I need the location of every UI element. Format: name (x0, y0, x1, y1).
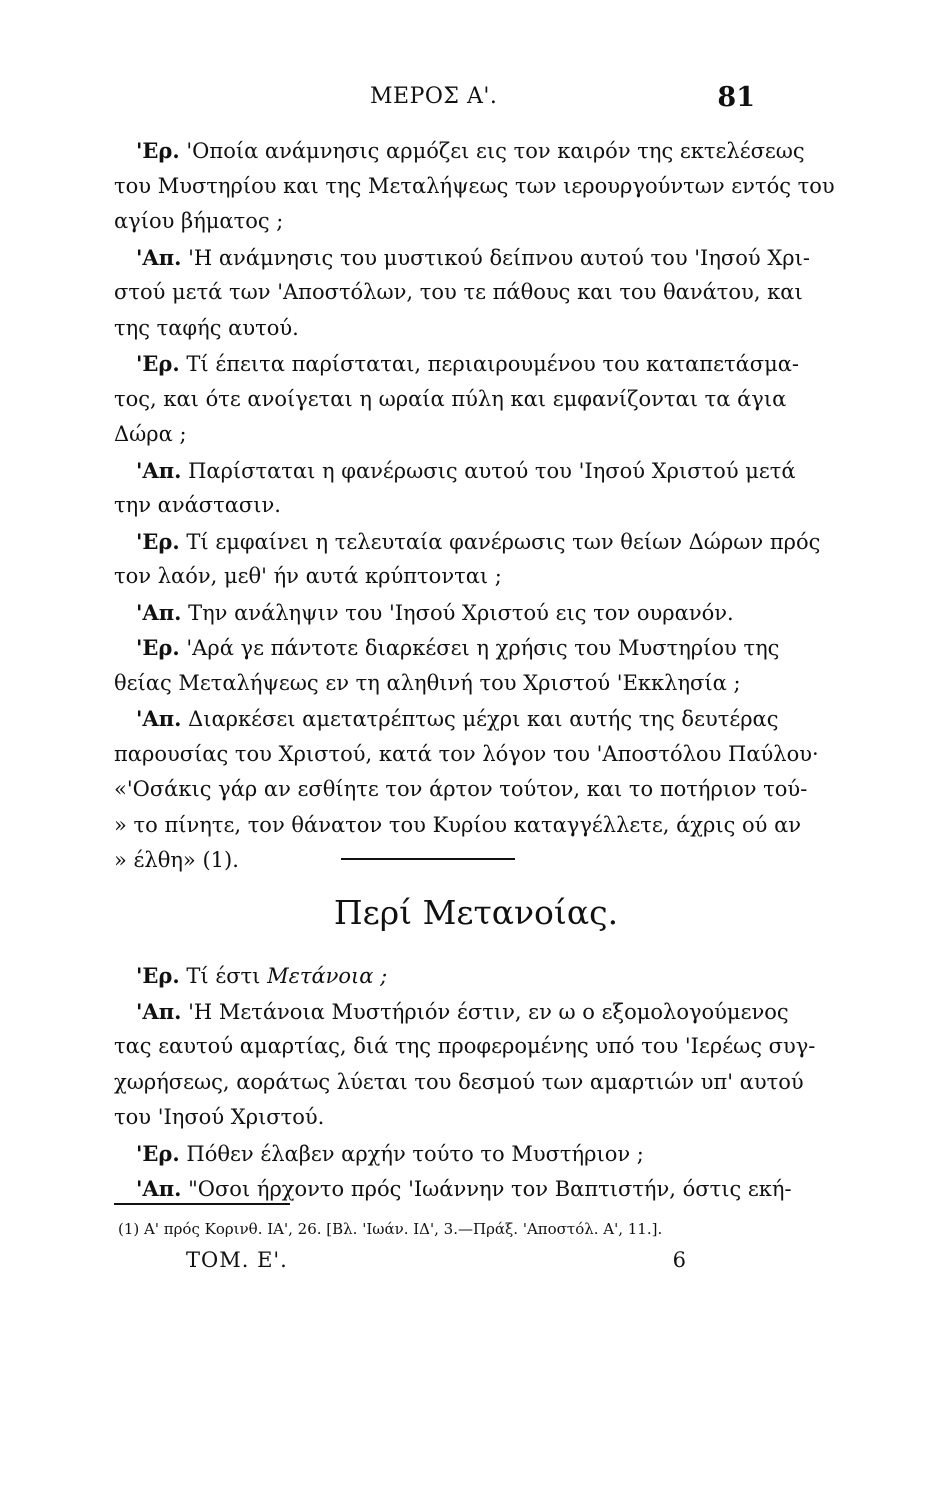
text-line: Δώρα ; (114, 422, 187, 446)
section-separator (341, 858, 515, 860)
text-line: 'Απ. 'Η ανάμνησις του μυστικού δείπνου αυτού του 'Ιησού Χρι- (136, 244, 810, 270)
text-line: 'Ερ. Τί έστι Μετάνοια ; (136, 963, 388, 988)
text-line: 'Ερ. Τί έπειτα παρίσταται, περιαιρουμένου του καταπετάσμα- (136, 351, 800, 376)
running-title: ΜΕΡΟΣ Α'. (370, 84, 498, 109)
text-line: 'Απ. Διαρκέσει αμετατρέπτως μέχρι και αυτής της δευτέρας (136, 706, 779, 731)
text-line: 'Απ. 'Η Μετάνοια Μυστήριόν έστιν, εν ω ο εξομολογούμενος (136, 998, 789, 1024)
text-line: 'Ερ. Τί εμφαίνει η τελευταία φανέρωσις των θείων Δώρων πρός (136, 528, 821, 554)
text-line: της ταφής αυτού. (114, 315, 299, 340)
page-header (370, 84, 755, 124)
text-line: «'Οσάκις γάρ αν εσθίητε τον άρτον τούτον, και το ποτήριον τού- (114, 777, 808, 801)
text-line: την ανάστασιν. (114, 493, 281, 517)
page-number: 81 (717, 82, 755, 113)
text-line: τον λαόν, μεθ' ήν αυτά κρύπτονται ; (114, 564, 502, 588)
emphasis-term: Μετάνοια ; (267, 964, 388, 988)
signature-line (186, 1248, 686, 1278)
catechism-text (114, 133, 835, 879)
text-line: 'Απ. "Οσοι ήρχοντο πρός 'Ιωάννην τον Βαπτιστήν, όστις εκή- (136, 1176, 792, 1201)
text-line: παρουσίας του Χριστού, κατά τον λόγον του 'Αποστόλου Παύλου· (114, 741, 819, 766)
text-line: τος, και ότε ανοίγεται η ωραία πύλη και εμφανίζονται τα άγια (114, 386, 787, 411)
text-line: θείας Μεταλήψεως εν τη αληθινή του Χριστού 'Εκκλησία ; (114, 670, 741, 695)
text-line: του 'Ιησού Χριστού. (114, 1105, 325, 1129)
text-line: » έλθη» (1). (114, 848, 239, 872)
text-line: του Μυστηρίου και της Μεταλήψεως των ιερουργούντων εντός του (114, 173, 835, 198)
sheet-number: 6 (672, 1248, 686, 1272)
text-line: αγίου βήματος ; (114, 209, 284, 233)
section-text (114, 958, 816, 1207)
text-line: χωρήσεως, αοράτως λύεται του δεσμού των αμαρτιών υπ' αυτού (114, 1069, 804, 1094)
text-line: στού μετά των 'Αποστόλων, του τε πάθους και του θανάτου, και (114, 280, 803, 304)
text-line: 'Ερ. Πόθεν έλαβεν αρχήν τούτο το Μυστήριον ; (136, 1140, 644, 1166)
text-line: τας εαυτού αμαρτίας, διά της προφερομένης υπό του 'Ιερέως συγ- (114, 1034, 816, 1058)
text-line: 'Απ. Παρίσταται η φανέρωσις αυτού του 'Ιησού Χριστού μετά (136, 457, 796, 483)
footnote-rule (114, 1203, 290, 1205)
footnote: (1) Α' πρός Κορινθ. ΙΑ', 26. [Βλ. 'Ιωάν. ΙΔ', 3.—Πράξ. 'Αποστόλ. Α', 11.]. (118, 1220, 663, 1238)
text-line: 'Απ. Την ανάληψιν του 'Ιησού Χριστού εις τον ουρανόν. (136, 599, 734, 625)
text-line: » το πίνητε, τον θάνατον του Κυρίου καταγγέλλετε, άχρις ού αν (114, 812, 802, 837)
volume-mark: ΤΟΜ. Ε'. (186, 1248, 288, 1272)
text-line: 'Ερ. 'Αρά γε πάντοτε διαρκέσει η χρήσις του Μυστηρίου της (136, 635, 780, 660)
section-heading: Περί Μετανοίας. (333, 893, 619, 932)
text-line: 'Ερ. 'Οποία ανάμνησις αρμόζει εις τον καιρόν της εκτελέσεως (136, 138, 805, 163)
